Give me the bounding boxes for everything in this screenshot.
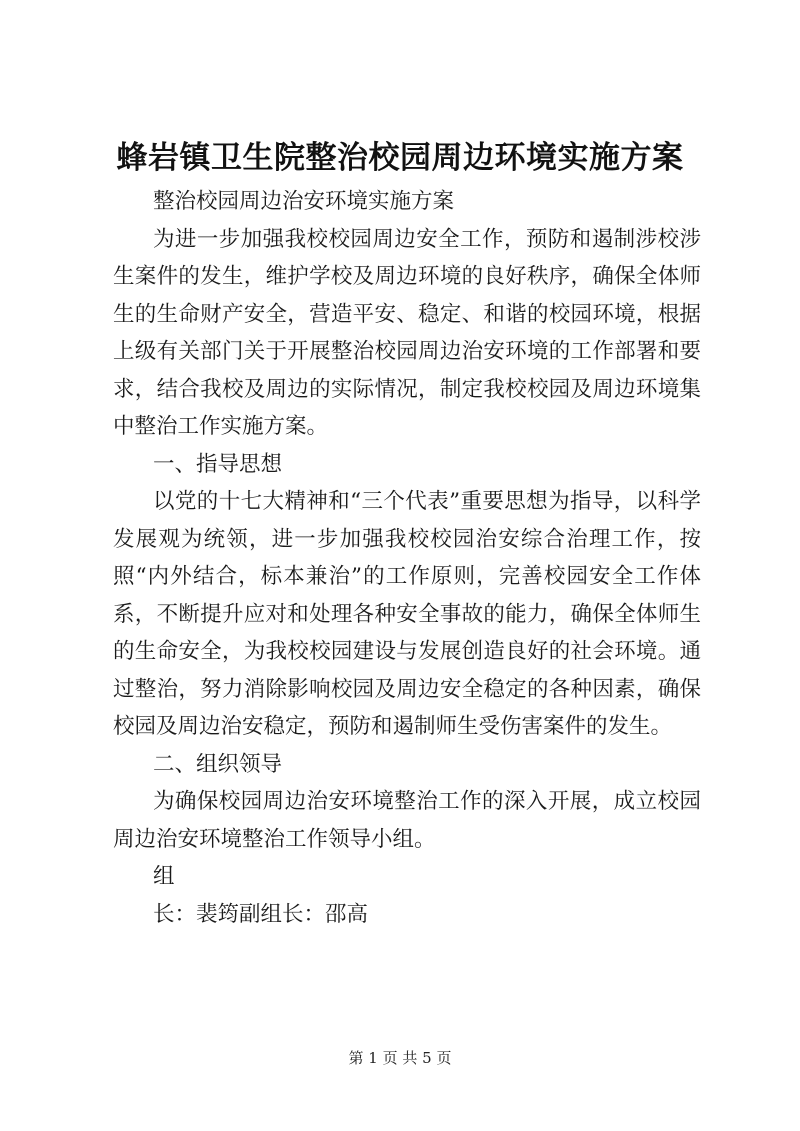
paragraph-intro: 为进一步加强我校校园周边安全工作，预防和遏制涉校涉生案件的发生，维护学校及周边环境的良好秩序，确保全体师生的生命财产安全，营造平安、稳定、和谐的校园环境，根据上级有关部门关于开展整治校园周边治安环境的工作部署和要求，结合我校及周边的实际情况，制定我校校园及周边环境集中整治工作实施方案。: [113, 226, 701, 439]
document-body: [113, 183, 701, 933]
paragraph-group-label: 组: [153, 864, 175, 889]
paragraph-guiding-ideology: 以党的十七大精神和“三个代表”重要思想为指导，以科学发展观为统领，进一步加强我校校园治安综合治理工作，按照“内外结合，标本兼治”的工作原则，完善校园安全工作体系，不断提升应对和处理各种安全事故的能力，确保全体师生的生命安全，为我校校园建设与发展创造良好的社会环境。通过整治，努力消除影响校园及周边安全稳定的各种因素，确保校园及周边治安稳定，预防和遏制师生受伤害案件的发生。: [113, 489, 701, 739]
section-heading-guiding-ideology: 一、指导思想: [153, 451, 283, 477]
page-number: 第 1 页 共 5 页: [348, 1049, 452, 1067]
document-subtitle: 整治校园周边治安环境实施方案: [153, 189, 455, 214]
paragraph-organization: 为确保校园周边治安环境整治工作的深入开展，成立校园周边治安环境整治工作领导小组。: [113, 789, 701, 852]
document-title: 蜂岩镇卫生院整治校园周边环境实施方案: [116, 140, 684, 176]
section-heading-organization: 二、组织领导: [153, 751, 283, 777]
paragraph-group-leaders: 长：裴筠副组长：邵高: [153, 901, 369, 927]
